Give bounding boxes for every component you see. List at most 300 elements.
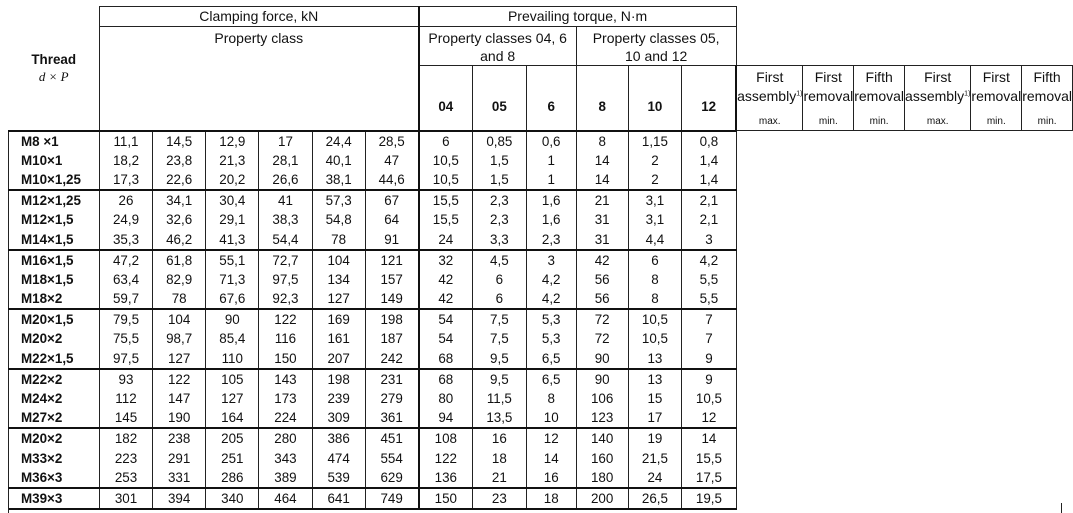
torque-group-b-title [576, 27, 736, 66]
torque-col-line2-text: removal [854, 88, 905, 104]
value-cell: 67 [365, 190, 418, 210]
value-cell: 98,7 [153, 329, 206, 348]
value-cell: 85,4 [206, 329, 259, 348]
value-cell: 280 [259, 428, 312, 448]
value-cell: 7,5 [473, 309, 527, 329]
value-cell: 340 [206, 488, 259, 509]
value-cell: 10,5 [419, 170, 473, 190]
thread-cell: M8 ×1 [9, 131, 100, 151]
value-cell: 9 [682, 349, 736, 369]
value-cell: 150 [259, 349, 312, 369]
value-cell: 1,4 [682, 170, 736, 190]
value-cell: 78 [153, 289, 206, 309]
value-cell: 71,3 [206, 270, 259, 289]
property-class-12: 12 [682, 66, 736, 131]
value-cell: 15,5 [419, 190, 473, 210]
value-cell: 15,5 [682, 449, 736, 468]
table-row [9, 369, 1073, 389]
torque-col-line2-text: assembly [737, 88, 797, 104]
thread-cell: M24×2 [9, 389, 100, 408]
property-class-8: 8 [576, 66, 628, 131]
value-cell: 207 [312, 349, 365, 369]
value-cell: 14 [526, 449, 576, 468]
value-cell: 0,6 [526, 131, 576, 151]
table-row [9, 468, 1073, 488]
value-cell: 127 [312, 289, 365, 309]
value-cell: 122 [419, 449, 473, 468]
value-cell: 12 [526, 428, 576, 448]
value-cell: 279 [365, 389, 418, 408]
value-cell: 251 [206, 449, 259, 468]
value-cell: 32,6 [153, 210, 206, 229]
value-cell: 11,5 [473, 389, 527, 408]
torque-col-line2-text: removal [803, 88, 854, 104]
value-cell: 3 [526, 250, 576, 270]
limit-label: min. [1037, 116, 1057, 127]
value-cell: 28,5 [365, 131, 418, 151]
value-cell: 9,5 [473, 369, 527, 389]
value-cell: 24,9 [99, 210, 152, 229]
value-cell: 44,6 [365, 170, 418, 190]
value-cell: 57,3 [312, 190, 365, 210]
value-cell: 24 [419, 229, 473, 249]
thread-cell: M10×1,25 [9, 170, 100, 190]
value-cell: 31 [576, 229, 628, 249]
thread-cell: M10×1 [9, 151, 100, 170]
value-cell: 12 [682, 408, 736, 428]
value-cell: 42 [576, 250, 628, 270]
value-cell: 7 [682, 309, 736, 329]
value-cell: 10 [526, 408, 576, 428]
value-cell: 21,5 [628, 449, 682, 468]
value-cell: 173 [259, 389, 312, 408]
value-cell: 187 [365, 329, 418, 348]
thread-cell: M18×1,5 [9, 270, 100, 289]
value-cell: 205 [206, 428, 259, 448]
value-cell: 23 [473, 488, 527, 509]
value-cell: 10,5 [682, 389, 736, 408]
value-cell: 63,4 [99, 270, 152, 289]
value-cell: 104 [312, 250, 365, 270]
value-cell: 2 [628, 151, 682, 170]
torque-col-line1: First [756, 69, 784, 85]
table-row [9, 210, 1073, 229]
value-cell: 224 [259, 408, 312, 428]
property-class-05: 05 [473, 66, 527, 131]
prevailing-torque-title: Prevailing torque, N·m [419, 7, 736, 27]
value-cell: 56 [576, 270, 628, 289]
value-cell: 110 [206, 349, 259, 369]
torque-col-line1: Fifth [865, 69, 893, 85]
value-cell: 127 [153, 349, 206, 369]
value-cell: 122 [259, 309, 312, 329]
value-cell: 7,5 [473, 329, 527, 348]
value-cell: 41 [259, 190, 312, 210]
value-cell: 286 [206, 468, 259, 488]
clamping-torque-table [8, 6, 1073, 510]
value-cell: 3,3 [473, 229, 527, 249]
value-cell: 16 [526, 468, 576, 488]
value-cell: 10,5 [628, 329, 682, 348]
table-row [9, 229, 1073, 249]
value-cell: 641 [312, 488, 365, 509]
value-cell: 291 [153, 449, 206, 468]
torque-group-b-line2: 10 and 12 [625, 48, 688, 64]
value-cell: 21 [576, 190, 628, 210]
table-row [9, 329, 1073, 348]
value-cell: 18,2 [99, 151, 152, 170]
value-cell: 134 [312, 270, 365, 289]
value-cell: 78 [312, 229, 365, 249]
value-cell: 3 [682, 229, 736, 249]
value-cell: 180 [576, 468, 628, 488]
value-cell: 5,5 [682, 270, 736, 289]
value-cell: 19,5 [682, 488, 736, 509]
value-cell: 149 [365, 289, 418, 309]
value-cell: 343 [259, 449, 312, 468]
value-cell: 15 [628, 389, 682, 408]
value-cell: 9 [682, 369, 736, 389]
value-cell: 242 [365, 349, 418, 369]
thread-formula: d × P [38, 69, 69, 84]
value-cell: 14 [576, 151, 628, 170]
value-cell: 72,7 [259, 250, 312, 270]
limit-label: min. [986, 116, 1006, 127]
value-cell: 200 [576, 488, 628, 509]
table-row [9, 389, 1073, 408]
thread-cell: M12×1,5 [9, 210, 100, 229]
thread-cell: M27×2 [9, 408, 100, 428]
torque-col-line2 [803, 87, 853, 106]
value-cell: 1 [526, 170, 576, 190]
value-cell: 90 [206, 309, 259, 329]
value-cell: 16 [473, 428, 527, 448]
thread-cell: M16×1,5 [9, 250, 100, 270]
value-cell: 2,1 [682, 190, 736, 210]
value-cell: 136 [419, 468, 473, 488]
value-cell: 6 [628, 250, 682, 270]
value-cell: 140 [576, 428, 628, 448]
property-class-04: 04 [419, 66, 473, 131]
value-cell: 1,4 [682, 151, 736, 170]
value-cell: 14 [682, 428, 736, 448]
value-cell: 90 [576, 369, 628, 389]
property-class-10: 10 [628, 66, 682, 131]
torque-col-line2 [1022, 87, 1072, 106]
value-cell: 54,4 [259, 229, 312, 249]
torque-col-header [803, 66, 854, 131]
value-cell: 108 [419, 428, 473, 448]
value-cell: 309 [312, 408, 365, 428]
value-cell: 82,9 [153, 270, 206, 289]
value-cell: 629 [365, 468, 418, 488]
value-cell: 123 [576, 408, 628, 428]
value-cell: 90 [576, 349, 628, 369]
value-cell: 21,3 [206, 151, 259, 170]
table-row [9, 309, 1073, 329]
table-row [9, 349, 1073, 369]
value-cell: 18 [473, 449, 527, 468]
table-row [9, 170, 1073, 190]
value-cell: 31 [576, 210, 628, 229]
limit-label: max. [926, 116, 949, 127]
value-cell: 464 [259, 488, 312, 509]
value-cell: 61,8 [153, 250, 206, 270]
value-cell: 24,4 [312, 131, 365, 151]
value-cell: 4,2 [526, 270, 576, 289]
value-cell: 150 [419, 488, 473, 509]
value-cell: 38,3 [259, 210, 312, 229]
thread-label: Thread [31, 52, 77, 67]
table-row [9, 190, 1073, 210]
value-cell: 68 [419, 349, 473, 369]
value-cell: 17 [259, 131, 312, 151]
value-cell: 41,3 [206, 229, 259, 249]
value-cell: 301 [99, 488, 152, 509]
property-class-title: Property class [99, 27, 418, 131]
value-cell: 160 [576, 449, 628, 468]
torque-col-line1: First [982, 69, 1010, 85]
value-cell: 1,6 [526, 210, 576, 229]
value-cell: 253 [99, 468, 152, 488]
value-cell: 6,5 [526, 349, 576, 369]
thread-cell: M18×2 [9, 289, 100, 309]
value-cell: 6 [473, 289, 527, 309]
value-cell: 231 [365, 369, 418, 389]
thread-cell: M20×1,5 [9, 309, 100, 329]
table-continuation [8, 503, 1062, 513]
value-cell: 394 [153, 488, 206, 509]
value-cell: 6 [473, 270, 527, 289]
value-cell: 169 [312, 309, 365, 329]
value-cell: 190 [153, 408, 206, 428]
value-cell: 14,5 [153, 131, 206, 151]
thread-cell: M22×2 [9, 369, 100, 389]
value-cell: 11,1 [99, 131, 152, 151]
torque-col-line1: First [814, 69, 842, 85]
value-cell: 164 [206, 408, 259, 428]
value-cell: 67,6 [206, 289, 259, 309]
value-cell: 8 [628, 270, 682, 289]
value-cell: 14 [576, 170, 628, 190]
table-row [9, 131, 1073, 151]
value-cell: 94 [419, 408, 473, 428]
value-cell: 12,9 [206, 131, 259, 151]
footnote-marker: 1) [964, 90, 971, 98]
value-cell: 127 [206, 389, 259, 408]
value-cell: 6 [419, 131, 473, 151]
table-row [9, 408, 1073, 428]
value-cell: 474 [312, 449, 365, 468]
value-cell: 2,3 [473, 210, 527, 229]
torque-col-header [854, 66, 905, 131]
value-cell: 106 [576, 389, 628, 408]
table-row [9, 250, 1073, 270]
value-cell: 56 [576, 289, 628, 309]
torque-col-line1: Fifth [1033, 69, 1061, 85]
value-cell: 7 [682, 329, 736, 348]
value-cell: 24 [628, 468, 682, 488]
value-cell: 42 [419, 270, 473, 289]
value-cell: 80 [419, 389, 473, 408]
value-cell: 331 [153, 468, 206, 488]
torque-group-a-title: Property classes 04, 6 and 8 [419, 27, 577, 66]
value-cell: 79,5 [99, 309, 152, 329]
value-cell: 147 [153, 389, 206, 408]
value-cell: 6,5 [526, 369, 576, 389]
value-cell: 20,2 [206, 170, 259, 190]
value-cell: 2,3 [473, 190, 527, 210]
value-cell: 26,6 [259, 170, 312, 190]
value-cell: 13 [628, 369, 682, 389]
value-cell: 4,2 [526, 289, 576, 309]
value-cell: 97,5 [99, 349, 152, 369]
torque-col-line2-text: removal [1022, 88, 1072, 104]
value-cell: 0,85 [473, 131, 527, 151]
value-cell: 4,4 [628, 229, 682, 249]
clamping-force-title: Clamping force, kN [99, 7, 418, 27]
value-cell: 3,1 [628, 190, 682, 210]
value-cell: 105 [206, 369, 259, 389]
value-cell: 75,5 [99, 329, 152, 348]
value-cell: 1,15 [628, 131, 682, 151]
value-cell: 46,2 [153, 229, 206, 249]
value-cell: 1,5 [473, 151, 527, 170]
value-cell: 64 [365, 210, 418, 229]
value-cell: 2,3 [526, 229, 576, 249]
value-cell: 38,1 [312, 170, 365, 190]
value-cell: 40,1 [312, 151, 365, 170]
value-cell: 17 [628, 408, 682, 428]
value-cell: 26 [99, 190, 152, 210]
value-cell: 104 [153, 309, 206, 329]
value-cell: 42 [419, 289, 473, 309]
value-cell: 116 [259, 329, 312, 348]
value-cell: 59,7 [99, 289, 152, 309]
table-row [9, 428, 1073, 448]
value-cell: 22,6 [153, 170, 206, 190]
torque-col-line2 [971, 87, 1021, 106]
value-cell: 32 [419, 250, 473, 270]
value-cell: 30,4 [206, 190, 259, 210]
value-cell: 47 [365, 151, 418, 170]
value-cell: 1,6 [526, 190, 576, 210]
value-cell: 386 [312, 428, 365, 448]
value-cell: 72 [576, 329, 628, 348]
value-cell: 5,3 [526, 329, 576, 348]
value-cell: 223 [99, 449, 152, 468]
value-cell: 239 [312, 389, 365, 408]
value-cell: 539 [312, 468, 365, 488]
thread-cell: M14×1,5 [9, 229, 100, 249]
value-cell: 21 [473, 468, 527, 488]
value-cell: 47,2 [99, 250, 152, 270]
value-cell: 0,8 [682, 131, 736, 151]
value-cell: 5,5 [682, 289, 736, 309]
value-cell: 145 [99, 408, 152, 428]
value-cell: 554 [365, 449, 418, 468]
value-cell: 238 [153, 428, 206, 448]
value-cell: 54 [419, 329, 473, 348]
thread-cell: M22×1,5 [9, 349, 100, 369]
value-cell: 4,5 [473, 250, 527, 270]
torque-table-container [8, 6, 1073, 510]
torque-col-line1: First [924, 69, 952, 85]
value-cell: 54 [419, 309, 473, 329]
value-cell: 55,1 [206, 250, 259, 270]
value-cell: 2 [628, 170, 682, 190]
value-cell: 15,5 [419, 210, 473, 229]
torque-col-header [971, 66, 1022, 131]
value-cell: 198 [312, 369, 365, 389]
torque-col-line2-text: assembly [905, 88, 965, 104]
torque-col-line2 [854, 87, 904, 106]
torque-col-header [736, 66, 803, 131]
value-cell: 68 [419, 369, 473, 389]
torque-col-line2-text: removal [971, 88, 1022, 104]
thread-cell: M33×2 [9, 449, 100, 468]
value-cell: 8 [628, 289, 682, 309]
thread-cell: M39×3 [9, 488, 100, 509]
limit-label: min. [818, 116, 838, 127]
torque-col-header [1022, 66, 1073, 131]
value-cell: 8 [576, 131, 628, 151]
thread-cell: M20×2 [9, 329, 100, 348]
value-cell: 161 [312, 329, 365, 348]
value-cell: 26,5 [628, 488, 682, 509]
table-row [9, 449, 1073, 468]
value-cell: 19 [628, 428, 682, 448]
value-cell: 35,3 [99, 229, 152, 249]
value-cell: 157 [365, 270, 418, 289]
table-row [9, 289, 1073, 309]
value-cell: 93 [99, 369, 152, 389]
value-cell: 361 [365, 408, 418, 428]
value-cell: 10,5 [419, 151, 473, 170]
table-row [9, 151, 1073, 170]
limit-label: max. [758, 116, 781, 127]
value-cell: 749 [365, 488, 418, 509]
value-cell: 92,3 [259, 289, 312, 309]
thread-cell: M12×1,25 [9, 190, 100, 210]
value-cell: 28,1 [259, 151, 312, 170]
value-cell: 97,5 [259, 270, 312, 289]
table-row [9, 270, 1073, 289]
value-cell: 13 [628, 349, 682, 369]
value-cell: 143 [259, 369, 312, 389]
value-cell: 34,1 [153, 190, 206, 210]
thread-cell: M36×3 [9, 468, 100, 488]
value-cell: 10,5 [628, 309, 682, 329]
footnote-marker: 1) [796, 90, 803, 98]
value-cell: 4,2 [682, 250, 736, 270]
torque-col-header [905, 66, 971, 131]
limit-label: min. [869, 116, 889, 127]
torque-col-line2 [905, 87, 970, 106]
value-cell: 1,5 [473, 170, 527, 190]
torque-col-line2 [737, 87, 802, 106]
value-cell: 54,8 [312, 210, 365, 229]
value-cell: 17,3 [99, 170, 152, 190]
value-cell: 91 [365, 229, 418, 249]
thread-cell: M20×2 [9, 428, 100, 448]
value-cell: 9,5 [473, 349, 527, 369]
value-cell: 5,3 [526, 309, 576, 329]
value-cell: 23,8 [153, 151, 206, 170]
value-cell: 18 [526, 488, 576, 509]
thread-header [9, 7, 100, 131]
value-cell: 8 [526, 389, 576, 408]
